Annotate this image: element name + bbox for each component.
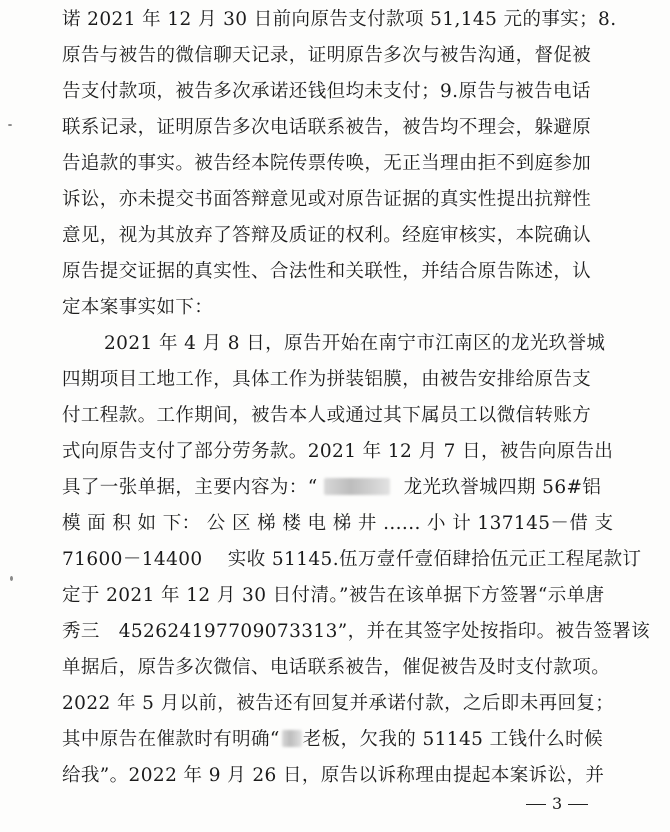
- text-line: 式向原告支付了部分劳务款。2021 年 12 月 7 日，被告向原告出: [62, 441, 614, 462]
- text-line: 告支付款项，被告多次承诺还钱但均未支付；9.原告与被告电话: [62, 81, 591, 102]
- page-number-dash: [568, 804, 588, 805]
- text-line: 联系记录，证明原告多次电话联系被告，被告均不理会，躲避原: [62, 117, 592, 138]
- text-line: 71600－14400 实收 51145.伍万壹仟壹佰肆拾伍元正工程尾款订: [62, 549, 642, 570]
- text-segment: 龙光玖誉城四期 56#铝: [403, 477, 602, 498]
- text-line: 定于 2021 年 12 月 30 日付清。”被告在该单据下方签署“示单唐: [62, 585, 605, 606]
- scan-speck: [8, 124, 12, 126]
- text-line: 给我”。2022 年 9 月 26 日，原告以诉称理由提起本案诉讼，并: [62, 765, 605, 786]
- text-line: 四期项目工地工作，具体工作为拼装铝膜，由被告安排给原告支: [62, 369, 592, 390]
- text-line: 诉讼，亦未提交书面答辩意见或对原告证据的真实性提出抗辩性: [62, 189, 592, 210]
- page-number-dash: [526, 804, 546, 805]
- text-segment: 老板，欠我的 51145 工钱什么时候: [302, 729, 603, 750]
- text-line: 定本案事实如下：: [62, 297, 214, 318]
- text-line: 模 面 积 如 下： 公 区 梯 楼 电 梯 井 ...... 小 计 137145－借 支: [62, 513, 614, 534]
- scan-speck: [10, 576, 13, 581]
- redacted-name: [282, 730, 302, 747]
- redacted-name: [324, 478, 390, 495]
- text-line: 告追款的事实。被告经本院传票传唤，无正当理由拒不到庭参加: [62, 153, 592, 174]
- text-line: [62, 471, 601, 505]
- page-number: [520, 793, 594, 815]
- text-line: 诺 2021 年 12 月 30 日前向原告支付款项 51,145 元的事实；8.: [62, 9, 617, 30]
- paragraph-start-line: 2021 年 4 月 8 日，原告开始在南宁市江南区的龙光玖誉城: [104, 333, 606, 354]
- page-number-value: 3: [552, 794, 563, 813]
- text-line: [62, 723, 603, 757]
- text-line: 2022 年 5 月以前，被告还有回复并承诺付款，之后即未再回复；: [62, 693, 615, 714]
- text-line: 付工程款。工作期间，被告本人或通过其下属员工以微信转账方: [62, 405, 592, 426]
- text-line: 秀三 452624197709073313”，并在其签字处按指印。被告签署该: [62, 621, 651, 642]
- text-segment: 具了一张单据，主要内容为：“: [62, 477, 318, 498]
- text-line: 意见，视为其放弃了答辩及质证的权利。经庭审核实，本院确认: [62, 225, 592, 246]
- text-segment: 其中原告在催款时有明确“: [62, 729, 280, 750]
- text-line: 单据后，原告多次微信、电话联系被告，催促被告及时支付款项。: [62, 657, 611, 678]
- text-line: 原告提交证据的真实性、合法性和关联性，并结合原告陈述，认: [62, 261, 592, 282]
- text-line: 原告与被告的微信聊天记录，证明原告多次与被告沟通，督促被: [62, 45, 592, 66]
